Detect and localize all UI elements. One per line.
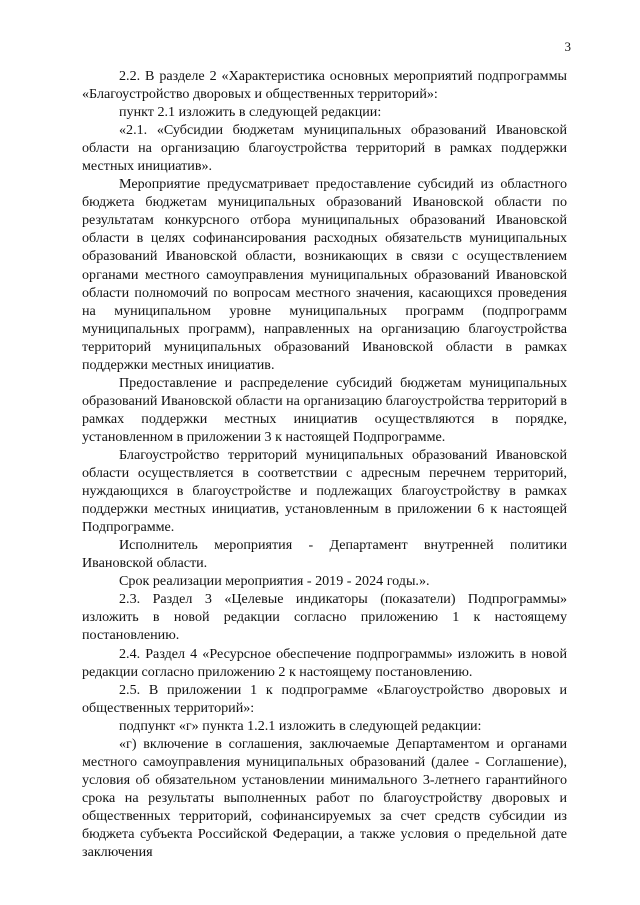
paragraph-subsidy-procedure: Предоставление и распределение субсидий бюджетам муниципальных образований Ивановской области на организацию благоустройства территорий в рамках поддержки местных инициатив осуществляются в порядке, установленном в приложении 3 к настоящей Подпрограмме. bbox=[82, 374, 567, 445]
paragraph-item-2-1-intro: пункт 2.1 изложить в следующей редакции: bbox=[119, 104, 382, 121]
paragraph-subitem-g: «г) включение в соглашения, заключаемые Департаментом и органами местного самоуправления муниципальных образований (далее - Соглашение), условия об обязательном установлении минимального 3-летнего гарантийного срока на результаты выполненных работ по благоустройству дворовых и общественных территорий, софинансируемых за счет средств субсидии из бюджета субъекта Российской Федерации, а также условия о предельной дате заключения bbox=[82, 735, 567, 861]
document-body bbox=[82, 67, 567, 861]
paragraph-improvement-list: Благоустройство территорий муниципальных образований Ивановской области осуществляется в соответствии с адресным перечнем территорий, нуждающихся в благоустройстве и подлежащих благоустройству в рамках поддержки местных инициатив, установленным в приложении 6 к настоящей Подпрограмме. bbox=[82, 446, 567, 536]
page-number: 3 bbox=[564, 39, 571, 54]
paragraph-term: Срок реализации мероприятия - 2019 - 2024 годы.». bbox=[119, 573, 430, 590]
paragraph-subitem-g-intro: подпункт «г» пункта 1.2.1 изложить в следующей редакции: bbox=[119, 717, 482, 734]
paragraph-executor: Исполнитель мероприятия - Департамент внутренней политики Ивановской области. bbox=[82, 537, 567, 572]
paragraph-2-2: 2.2. В разделе 2 «Характеристика основных мероприятий подпрограммы «Благоустройство дворовых и общественных территорий»: bbox=[82, 68, 567, 103]
paragraph-2-1-title: «2.1. «Субсидии бюджетам муниципальных образований Ивановской области на организацию благоустройства территорий в рамках поддержки местных инициатив». bbox=[82, 122, 567, 175]
paragraph-2-4: 2.4. Раздел 4 «Ресурсное обеспечение подпрограммы» изложить в новой редакции согласно приложению 2 к настоящему постановлению. bbox=[82, 645, 567, 680]
paragraph-2-3: 2.3. Раздел 3 «Целевые индикаторы (показатели) Подпрограммы» изложить в новой редакции согласно приложению 1 к настоящему постановлению. bbox=[82, 591, 567, 644]
paragraph-event-description: Мероприятие предусматривает предоставление субсидий из областного бюджета бюджетам муниципальных образований Ивановской области по результатам конкурсного отбора муниципальных образований Ивановской области в целях софинансирования расходных обязательств муниципальных образований Ивановской области, возникающих в связи с осуществлением органами местного самоуправления муниципальных образований Ивановской области полномочий по вопросам местного значения, касающихся проведения на муниципальном уровне муниципальных программ (подпрограмм муниципальных программ), направленных на организацию благоустройства территорий муниципальных образований Ивановской области в рамках поддержки местных инициатив. bbox=[82, 176, 567, 373]
paragraph-2-5: 2.5. В приложении 1 к подпрограмме «Благоустройство дворовых и общественных территорий»: bbox=[82, 681, 567, 716]
